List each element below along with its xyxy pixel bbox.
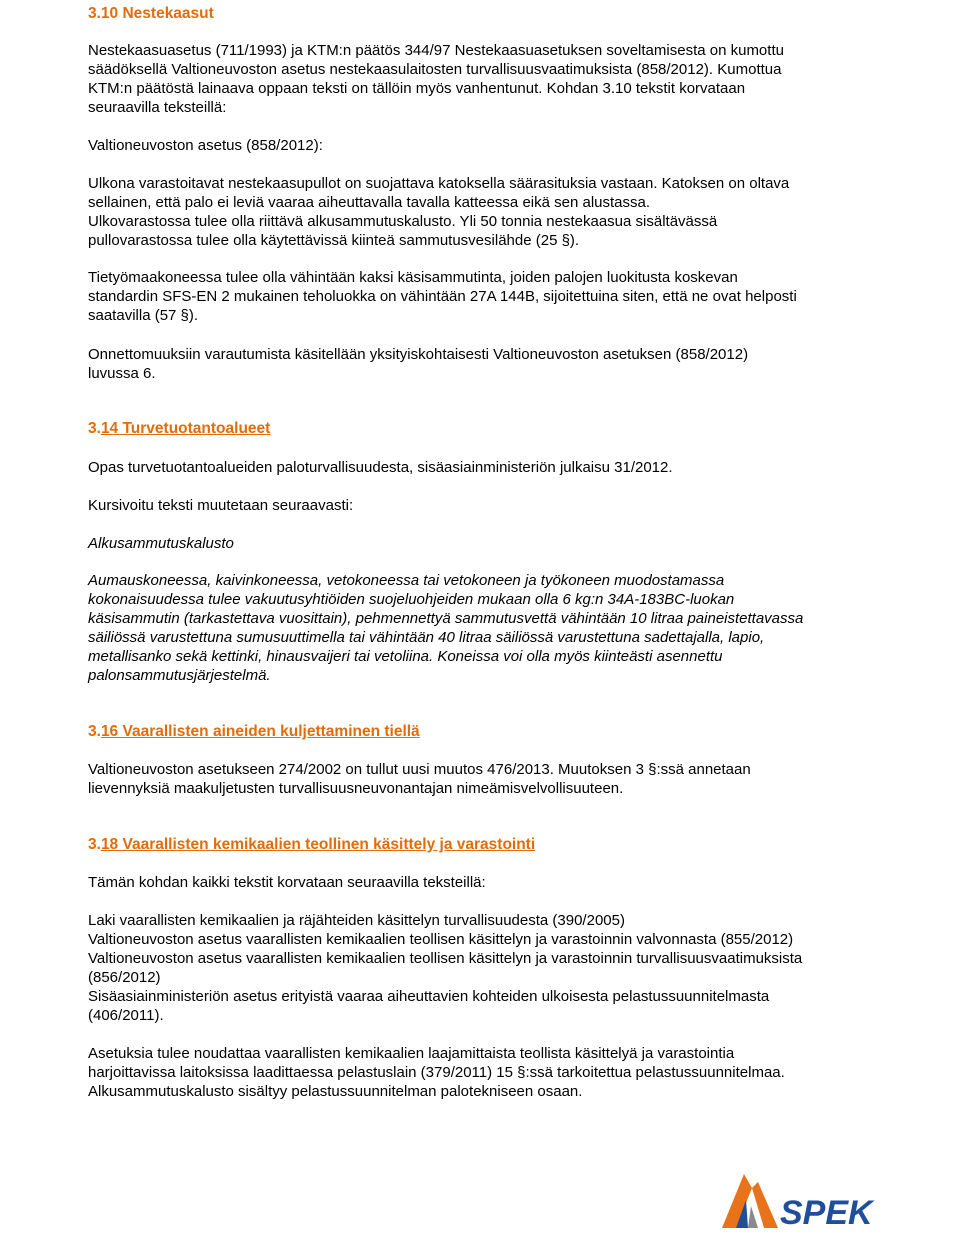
heading-title: 18 Vaarallisten kemikaalien teollinen käsittely ja varastointi	[100, 836, 536, 853]
text-line: Valtioneuvoston asetukseen 274/2002 on tullut uusi muutos 476/2013. Muutoksen 3 §:ssä annetaan	[88, 761, 751, 778]
paragraph-3-10-worksite	[88, 268, 797, 325]
paragraph-3-10-storage	[88, 174, 789, 250]
paragraph-3-18-laws	[88, 911, 802, 1025]
text-line: metallisanko sekä kettinki, hinausvaijeri tai vetoliina. Koneissa voi olla myös kiinteästi asennettu	[88, 648, 723, 665]
heading-title: 16 Vaarallisten aineiden kuljettaminen tiellä	[100, 723, 420, 740]
text-line: (856/2012)	[88, 969, 161, 986]
heading-number: 3.	[88, 836, 101, 853]
text-line: kokonaisuudessa tulee vakuutusyhtiöiden suojeluohjeiden mukaan olla 6 kg:n 34A-183BC-luokan	[88, 591, 735, 608]
text-line: Ulkona varastoitavat nestekaasupullot on suojattava katoksella säärasituksia vastaan. Katoksen on oltava	[88, 175, 790, 192]
text-line: saatavilla (57 §).	[88, 307, 199, 324]
text-line: Sisäasiainministeriön asetus erityistä vaaraa aiheuttavien kohteiden ulkoisesta pelastussuunnitelmasta	[88, 988, 770, 1005]
spek-logo-mark	[718, 1170, 878, 1232]
heading-title: 14 Turvetuotantoalueet	[100, 420, 271, 437]
text-line: KTM:n päätöstä lainaava oppaan teksti on tällöin myös vanhentunut. Kohdan 3.10 tekstit korvataan	[88, 80, 746, 97]
heading-number: 3.	[88, 723, 101, 740]
text-line: harjoittavissa laitoksissa laadittaessa pelastuslain (379/2011) 15 §:ssä tarkoitettua pelastussuunnitelmaa.	[88, 1064, 785, 1081]
paragraph-3-10-intro	[88, 41, 784, 117]
text-line: Ulkovarastossa tulee olla riittävä alkusammutuskalusto. Yli 50 tonnia nestekaasua sisältävässä	[88, 213, 718, 230]
text-line: Valtioneuvoston asetus vaarallisten kemikaalien teollisen käsittelyn ja varastoinnin turvallisuusvaatimuksista	[88, 950, 803, 967]
text-line: käsisammutin (tarkastettava vuosittain), pehmennettyä sammutusvettä vähintään 10 litraa paineistettavassa	[88, 610, 804, 627]
text-line: (406/2011).	[88, 1007, 164, 1024]
heading-3-18	[88, 835, 535, 855]
logo-flame-gray	[748, 1206, 758, 1228]
text-line: Aumauskoneessa, kaivinkoneessa, vetokoneessa tai vetokoneen ja työkoneen muodostamassa	[88, 572, 725, 589]
paragraph-3-14-change: Kursivoitu teksti muutetaan seuraavasti:	[88, 497, 354, 514]
heading-number: 3.	[88, 420, 101, 437]
text-line: Tietyömaakoneessa tulee olla vähintään kaksi käsisammutinta, joiden palojen luokitusta koskevan	[88, 269, 738, 286]
text-line: Alkusammutuskalusto sisältyy pelastussuunnitelman palotekniseen osaan.	[88, 1083, 583, 1100]
text-line: pullovarastossa tulee olla käytettävissä kiinteä sammutusvesilähde (25 §).	[88, 232, 580, 249]
logo-text: SPEK	[780, 1194, 873, 1232]
text-line: lievennyksiä maakuljetusten turvallisuusneuvonantajan nimeämisvelvollisuuteen.	[88, 780, 624, 797]
logo-flame-orange-right	[752, 1182, 778, 1228]
heading-3-10: 3.10 Nestekaasut	[88, 5, 214, 22]
text-line: standardin SFS-EN 2 mukainen teholuokka on vähintään 27A 144B, sijoitettuina siten, että ne ovat helposti	[88, 288, 797, 305]
paragraph-3-16-body	[88, 760, 751, 798]
text-line: säädöksellä Valtioneuvoston asetus nestekaasulaitosten turvallisuusvaatimuksista (858/2012). Kumottua	[88, 61, 782, 78]
heading-3-14	[88, 419, 270, 439]
heading-3-16	[88, 722, 420, 742]
paragraph-3-14-subtitle: Alkusammutuskalusto	[88, 535, 234, 552]
text-line: Nestekaasuasetus (711/1993) ja KTM:n päätös 344/97 Nestekaasuasetuksen soveltamisesta on kumottu	[88, 42, 784, 59]
text-line: sellainen, että palo ei leviä vaaraa aiheuttavalla tavalla katteessa eikä sen alustassa.	[88, 194, 651, 211]
text-line: Asetuksia tulee noudattaa vaarallisten kemikaalien laajamittaista teollista käsittelyä ja varastointia	[88, 1045, 735, 1062]
text-line: seuraavilla teksteillä:	[88, 99, 227, 116]
text-line: säiliössä varustettuna sumusuuttimella tai vähintään 40 litraa säiliössä varustettuna sadettajalla, lapio,	[88, 629, 765, 646]
logo-flame-orange	[722, 1174, 752, 1228]
text-line: luvussa 6.	[88, 365, 156, 382]
paragraph-3-14-body	[88, 571, 803, 685]
text-line: Laki vaarallisten kemikaalien ja räjähteiden käsittelyn turvallisuudesta (390/2005)	[88, 912, 625, 929]
text-line: palonsammutusjärjestelmä.	[88, 667, 271, 684]
text-line: Valtioneuvoston asetus vaarallisten kemikaalien teollisen käsittelyn ja varastoinnin valvonnasta (855/2012)	[88, 931, 794, 948]
paragraph-3-18-intro: Tämän kohdan kaikki tekstit korvataan seuraavilla teksteillä:	[88, 874, 486, 891]
spek-logo	[718, 1170, 878, 1232]
paragraph-3-14-guide: Opas turvetuotantoalueiden paloturvallisuudesta, sisäasiainministeriön julkaisu 31/2012.	[88, 459, 673, 476]
text-line: Onnettomuuksiin varautumista käsitellään yksityiskohtaisesti Valtioneuvoston asetuksen (858/2012)	[88, 346, 749, 363]
paragraph-3-10-decree: Valtioneuvoston asetus (858/2012):	[88, 137, 323, 154]
paragraph-3-10-accidents	[88, 345, 748, 383]
paragraph-3-18-application	[88, 1044, 785, 1101]
